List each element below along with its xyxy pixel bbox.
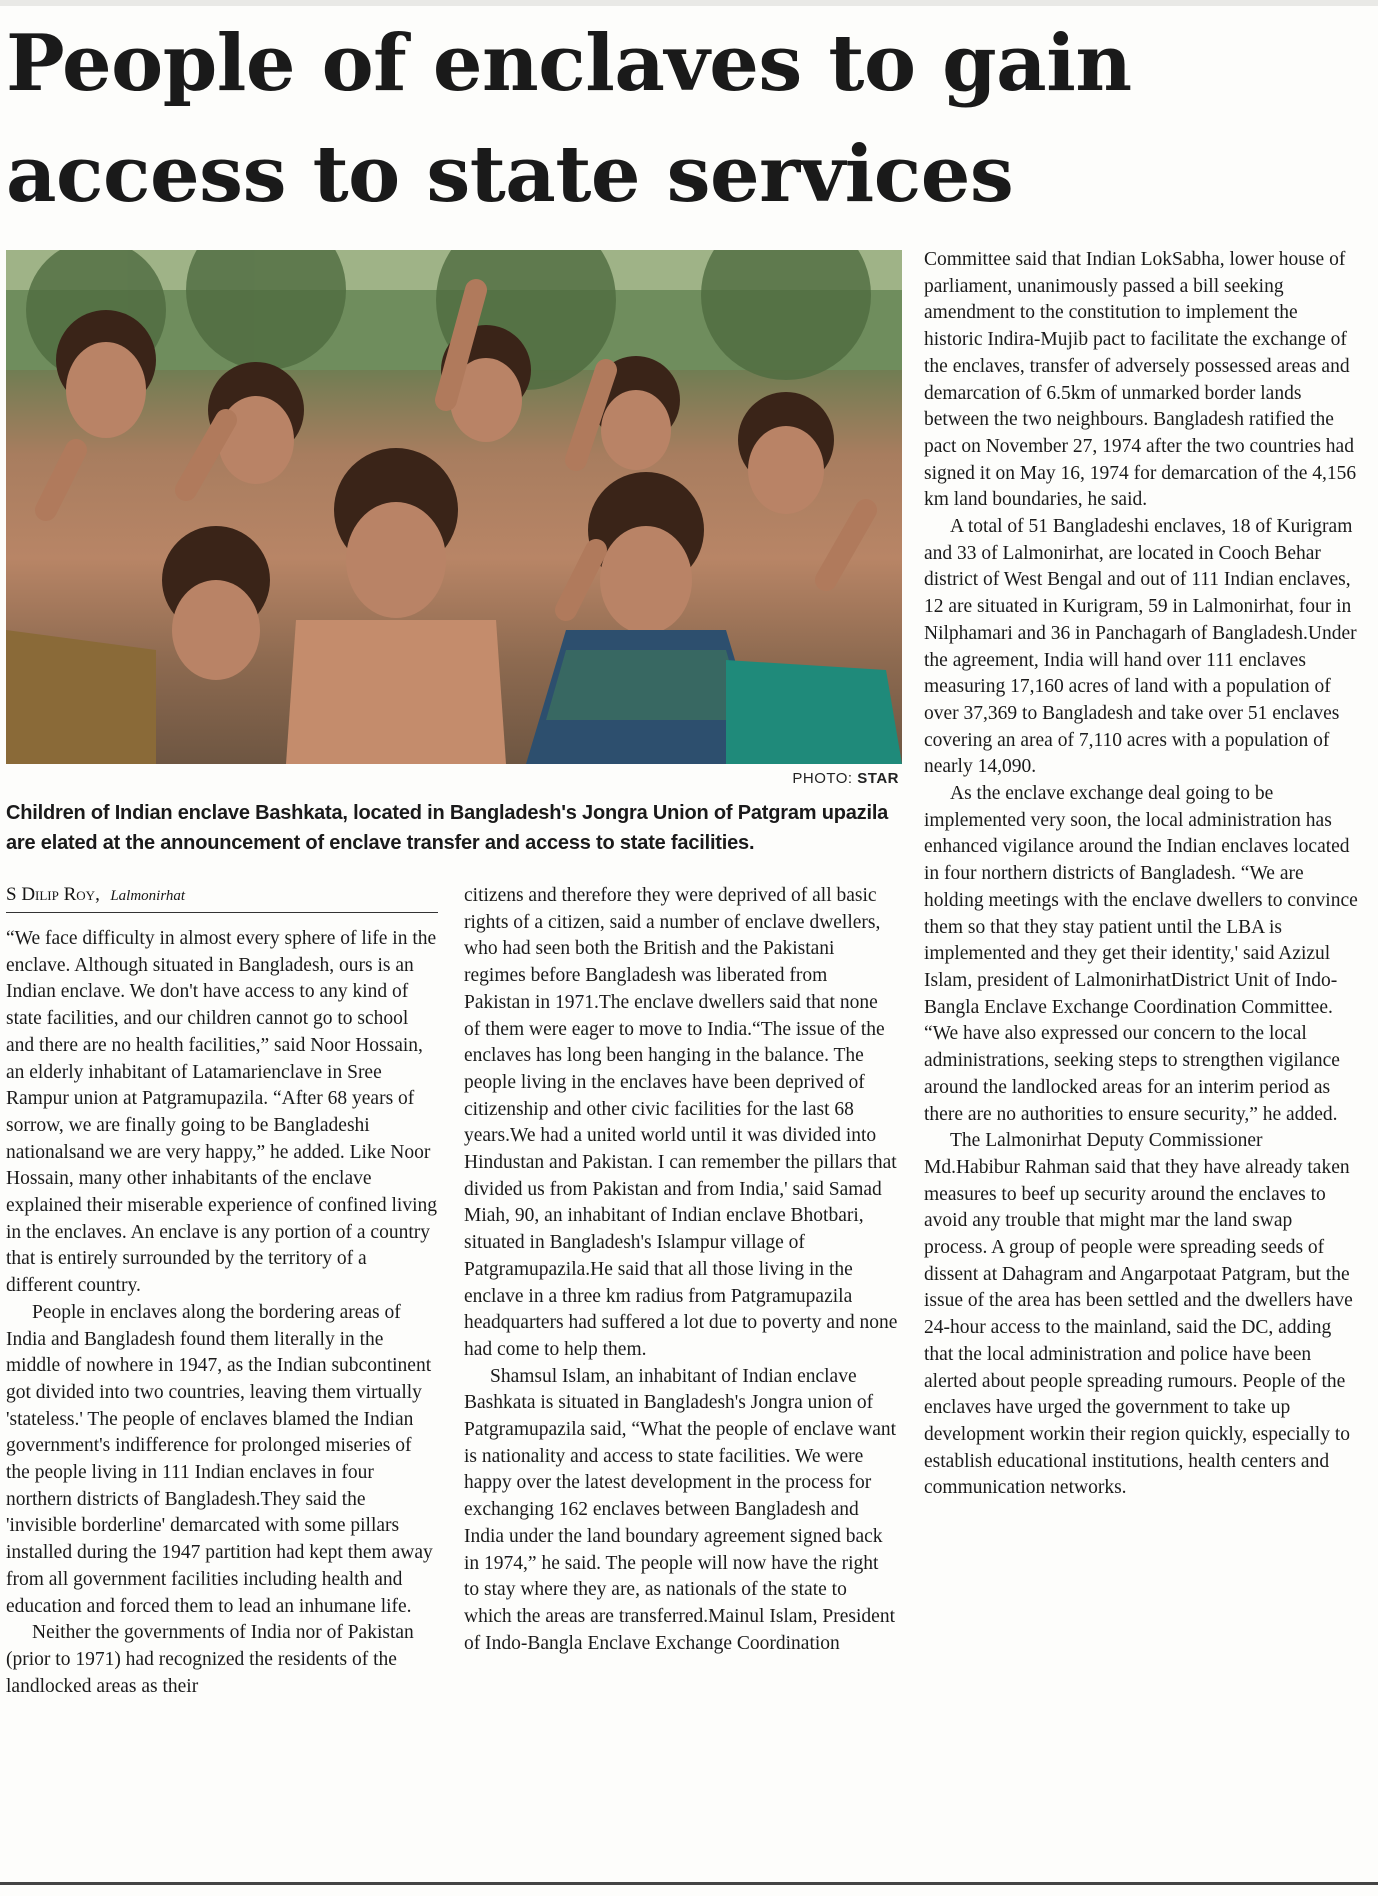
paragraph: Committee said that Indian LokSabha, lower house of parliament, unanimously passed a bill seeking amendment to the constitution to implement the historic Indira-Mujib pact to facilitate the exchange of the enclaves, transfer of adversely possessed areas and demarcation of 6.5km of unmarked border lands between the two neighbours. Bangladesh ratified the pact on November 27, 1974 after the two countries had signed it on May 16, 1974 for demarcation of the 4,156 km land boundaries, he said. <box>924 249 1357 511</box>
paragraph: As the enclave exchange deal going to be implemented very soon, the local administration has enhanced vigilance around the Indian enclaves located in four northern districts of Bangladesh. “We are holding meetings with the enclave dwellers to convince them so that they stay patient until the LBA is implemented and they get their identity,' said Azizul Islam, president of LalmonirhatDistrict Unit of Indo-Bangla Enclave Exchange Coordination Committee. “We have also expressed our concern to the local administrations, seeking steps to strengthen vigilance around the landlocked areas for an interim period as there are no authorities to ensure security,” he added. <box>924 783 1358 1125</box>
article-column-1 <box>6 926 438 1700</box>
news-photo <box>6 250 902 764</box>
headline: People of enclaves to gain access to state services <box>6 18 1132 220</box>
bottom-rule <box>0 1882 1378 1885</box>
paragraph: Shamsul Islam, an inhabitant of Indian enclave Bashkata is situated in Bangladesh's Jongra union of Patgramupazila said, “What the people of enclave want is nationality and access to state facilities. We were happy over the latest development in the process for exchanging 162 enclaves between Bangladesh and India under the land boundary agreement signed back in 1974,” he said. The people will now have the right to stay where they are, as nationals of the state to which the areas are transferred.Mainul Islam, President of Indo-Bangla Enclave Exchange Coordination <box>464 1365 897 1654</box>
article-column-3 <box>924 247 1360 1502</box>
top-rule <box>0 0 1378 6</box>
byline <box>6 884 438 913</box>
paragraph: A total of 51 Bangladeshi enclaves, 18 of Kurigram and 33 of Lalmonirhat, are located in Cooch Behar district of West Bengal and out of 111 Indian enclaves, 12 are situated in Kurigram, 59 in Lalmonirhat, four in Nilphamari and 36 in Panchagarh of Bangladesh.Under the agreement, India will hand over 111 enclaves measuring 17,160 acres of land with a population of over 37,369 to Bangladesh and take over 51 enclaves covering an area of 7,110 acres with a population of nearly 14,090. <box>924 516 1357 778</box>
paragraph: Neither the governments of India nor of Pakistan (prior to 1971) had recognized the residents of the landlocked areas as their <box>6 1622 414 1697</box>
byline-name: S Dilip Roy, <box>6 884 100 905</box>
photo-credit-label: PHOTO: <box>792 770 853 787</box>
photo-illustration <box>6 250 902 764</box>
paragraph: “We face difficulty in almost every sphere of life in the enclave. Although situated in Bangladesh, ours is an Indian enclave. We don't have access to any kind of state facilities, and our children cannot go to school and there are no health facilities,” said Noor Hossain, an elderly inhabitant of Latamarienclave in Sree Rampur union at Patgramupazila. “After 68 years of sorrow, we are finally going to be Bangladeshi nationalsand we are very happy,” he added. Like Noor Hossain, many other inhabitants of the enclave explained their miserable experience of confined living in the enclaves. An enclave is any portion of a country that is entirely surrounded by the territory of a different country. <box>6 928 437 1297</box>
paragraph: The Lalmonirhat Deputy Commissioner Md.Habibur Rahman said that they have already taken measures to beef up security around the enclaves to avoid any trouble that might mar the land swap process. A group of people were spreading seeds of dissent at Dahagram and Angarpotaat Patgram, but the issue of the area has been settled and the dwellers have 24-hour access to the mainland, said the DC, adding that the local administration and police have been alerted about people spreading rumours. People of the enclaves have urged the government to take up development workin their region quickly, especially to establish educational institutions, health centers and communication networks. <box>924 1130 1353 1499</box>
photo-caption: Children of Indian enclave Bashkata, located in Bangladesh's Jongra Union of Patgram upazila are elated at the announcement of enclave transfer and access to state facilities. <box>6 802 889 854</box>
article-column-2 <box>464 883 898 1657</box>
photo-credit-source: STAR <box>857 770 899 787</box>
paragraph: People in enclaves along the bordering areas of India and Bangladesh found them literally in the middle of nowhere in 1947, as the Indian subcontinent got divided into two countries, leaving them virtually 'stateless.' The people of enclaves blamed the Indian government's indifference for prolonged miseries of the people living in 111 Indian enclaves in four northern districts of Bangladesh.They said the 'invisible borderline' demarcated with some pillars installed during the 1947 partition had kept them away from all government facilities including health and education and forced them to lead an inhumane life. <box>6 1301 433 1617</box>
byline-location: Lalmonirhat <box>110 888 186 904</box>
paragraph: citizens and therefore they were deprived of all basic rights of a citizen, said a number of enclave dwellers, who had seen both the British and the Pakistani regimes before Bangladesh was liberated from Pakistan in 1971.The enclave dwellers said that none of them were eager to move to India.“The issue of the enclaves has long been hanging in the balance. The people living in the enclaves have been deprived of citizenship and other civic facilities for the last 68 years.We had a united world until it was divided into Hindustan and Pakistan. I can remember the pillars that divided us from Pakistan and from India,' said Samad Miah, 90, an inhabitant of Indian enclave Bhotbari, situated in Bangladesh's Islampur village of Patgramupazila.He said that all those living in the enclave in a three km radius from Patgramupazila headquarters had suffered a lot due to poverty and none had come to help them. <box>464 885 898 1360</box>
photo-credit <box>600 770 899 787</box>
